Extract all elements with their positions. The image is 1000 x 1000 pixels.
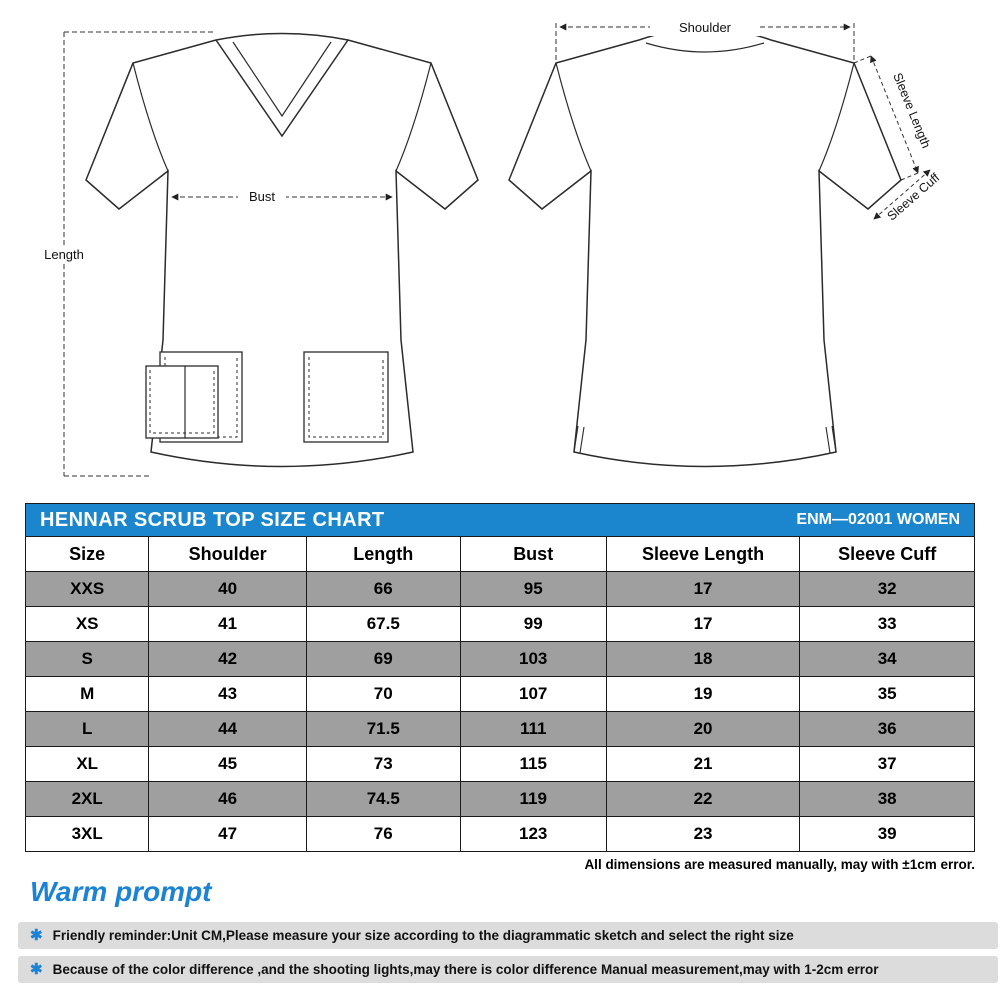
table-cell: 3XL: [26, 817, 149, 852]
front-pen-pocket: [146, 366, 218, 438]
table-row: [26, 817, 975, 852]
table-cell: 123: [460, 817, 606, 852]
table-cell: 17: [606, 607, 800, 642]
column-header: Size: [26, 537, 149, 572]
table-cell: 69: [306, 642, 460, 677]
table-cell: 45: [149, 747, 307, 782]
table-cell: 36: [800, 712, 975, 747]
table-cell: 21: [606, 747, 800, 782]
asterisk-icon: ✱: [30, 961, 43, 978]
note-text: Because of the color difference ,and the shooting lights,may there is color difference Manual measurement,may with 1-2cm error: [52, 962, 879, 977]
tolerance-note: All dimensions are measured manually, may with ±1cm error.: [584, 857, 975, 872]
model-number: ENM—02001 WOMEN: [796, 511, 960, 528]
table-cell: 73: [306, 747, 460, 782]
back-view-diagram: [509, 29, 901, 467]
bust-label: Bust: [248, 189, 276, 204]
shoulder-label: Shoulder: [678, 20, 732, 35]
table-cell: 19: [606, 677, 800, 712]
sleeve-length-connector-top: [854, 56, 871, 63]
front-body-outline: [86, 34, 478, 467]
column-header: Sleeve Cuff: [800, 537, 975, 572]
table-cell: 44: [149, 712, 307, 747]
column-header: Sleeve Length: [606, 537, 800, 572]
table-row: [26, 607, 975, 642]
size-chart-section: [25, 503, 975, 872]
table-cell: 99: [460, 607, 606, 642]
table-cell: 43: [149, 677, 307, 712]
table-cell: 115: [460, 747, 606, 782]
table-cell: L: [26, 712, 149, 747]
table-cell: 46: [149, 782, 307, 817]
table-cell: 2XL: [26, 782, 149, 817]
sleeve-length-label: Sleeve Length: [890, 70, 934, 151]
table-cell: 42: [149, 642, 307, 677]
table-cell: 39: [800, 817, 975, 852]
table-row: [26, 572, 975, 607]
table-cell: 76: [306, 817, 460, 852]
table-cell: 23: [606, 817, 800, 852]
table-cell: 20: [606, 712, 800, 747]
table-cell: S: [26, 642, 149, 677]
table-cell: 32: [800, 572, 975, 607]
table-row: [26, 747, 975, 782]
size-chart-header: [25, 503, 975, 536]
table-row: [26, 642, 975, 677]
column-header: Bust: [460, 537, 606, 572]
column-header: Shoulder: [149, 537, 307, 572]
table-row: [26, 712, 975, 747]
table-cell: 18: [606, 642, 800, 677]
table-cell: 37: [800, 747, 975, 782]
table-cell: 71.5: [306, 712, 460, 747]
warm-prompt-title: Warm prompt: [30, 876, 212, 907]
table-row: [26, 782, 975, 817]
back-body-outline: [509, 29, 901, 467]
table-cell: 17: [606, 572, 800, 607]
table-cell: 95: [460, 572, 606, 607]
table-row: [26, 677, 975, 712]
front-right-pocket: [304, 352, 388, 442]
front-view-diagram: [86, 34, 478, 467]
table-cell: 119: [460, 782, 606, 817]
table-cell: 107: [460, 677, 606, 712]
size-chart-table: [25, 536, 975, 852]
table-cell: 38: [800, 782, 975, 817]
table-cell: 66: [306, 572, 460, 607]
table-body: [26, 572, 975, 852]
note-item: [18, 922, 998, 949]
table-cell: XL: [26, 747, 149, 782]
length-label: Length: [44, 247, 84, 262]
sleeve-length-connector-bottom: [901, 173, 918, 180]
table-cell: 70: [306, 677, 460, 712]
table-cell: M: [26, 677, 149, 712]
table-cell: 40: [149, 572, 307, 607]
table-cell: 35: [800, 677, 975, 712]
table-cell: 67.5: [306, 607, 460, 642]
column-header: Length: [306, 537, 460, 572]
table-cell: 111: [460, 712, 606, 747]
table-cell: 103: [460, 642, 606, 677]
table-cell: 34: [800, 642, 975, 677]
note-text: Friendly reminder:Unit CM,Please measure your size according to the diagrammatic sketch and select the right size: [52, 928, 794, 943]
table-cell: 74.5: [306, 782, 460, 817]
table-cell: 33: [800, 607, 975, 642]
asterisk-icon: ✱: [30, 927, 43, 944]
table-cell: 47: [149, 817, 307, 852]
table-cell: 22: [606, 782, 800, 817]
table-cell: XXS: [26, 572, 149, 607]
sleeve-cuff-label: Sleeve Cuff: [884, 170, 943, 224]
note-item: [18, 956, 998, 983]
column-header-row: [26, 537, 975, 572]
table-cell: XS: [26, 607, 149, 642]
table-cell: 41: [149, 607, 307, 642]
table-title: HENNAR SCRUB TOP SIZE CHART: [40, 508, 385, 531]
